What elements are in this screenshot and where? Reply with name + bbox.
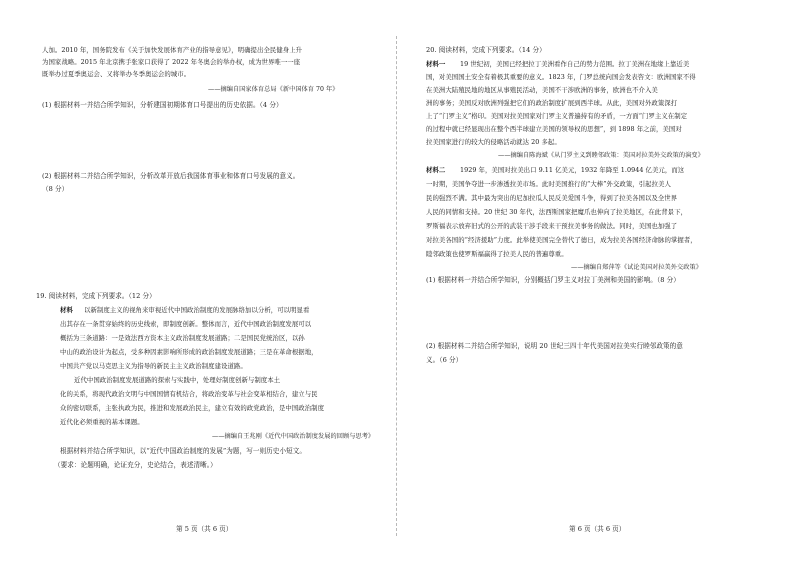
material-text: 以新制度主义的视角来审视近代中国政治制度的发展脉络加以分析，可以明显看 [84, 306, 310, 314]
material-text: 人民的同情和支持。20 世纪 30 年代，法西斯国家把魔爪也伸向了拉美地区，在此背景下， [426, 208, 688, 216]
question-2: (2) 根据材料二并结合所学知识，说明 20 世纪三四十年代美国对拉美实行睦邻政策的意 [426, 342, 683, 350]
material-text: 众的密切联系，主张执政为民，推进和发展政治民主，建立有效的政党政治，是中国政治制度 [60, 404, 325, 412]
material-text: 出其存在一条贯穿始终的历史线索，即制度创新。整体而言，近代中国政治制度发展可以 [60, 320, 312, 328]
right-page [397, 0, 794, 562]
question-1: (1) 根据材料一并结合所学知识，分别概括门罗主义对拉丁美洲和美国的影响。（8 分） [426, 276, 680, 284]
source-citation: ——摘编自王兆刚《近代中国政治制度发展的回顾与思考》 [212, 433, 375, 440]
source-citation: ——摘编自郑萍等《试论美国对拉美外交政策》 [571, 264, 702, 271]
material-text: 近代中国政治制度发展道路的探索与实践中，处理好制度创新与制度本土 [74, 376, 281, 384]
text-line: 既举办过夏季奥运会、又将举办冬季奥运会的城市。 [42, 70, 191, 78]
material-text: 上了“门罗主义”格印。美国对拉美国家对门罗主义普遍持有的矛盾，一方面“门罗主义在制定 [426, 112, 688, 120]
material-label: 材料 [60, 306, 73, 314]
question-20-heading: 20. 阅读材料，完成下列要求。（14 分） [426, 46, 546, 54]
material-text: 1929 年，美国对拉美出口 9.11 亿美元，1932 年降至 1.0944 亿美元，而这 [460, 166, 685, 174]
material-text: 拉美国家进行的较大的侵略活动就达 20 多起。 [426, 138, 561, 146]
question-2-score: 义。（6 分） [426, 356, 463, 364]
question-2-score: （8 分） [42, 185, 69, 193]
essay-requirements: （要求：论题明确，论证充分，史论结合，表述清晰。） [54, 461, 217, 469]
material-text: 在美洲大陆殖民地的地区从事殖民活动，美国不干涉欧洲的事务，欧洲也不介入美 [426, 86, 658, 94]
source-citation: ——摘编自国家体育总局《新中国体育 70 年》 [208, 86, 339, 93]
material-text: 中山的政治设计为起点，受多种因素影响所形成的政治制度发展道路；三是在革命根据地， [60, 348, 318, 356]
material-label: 材料一 [426, 60, 446, 68]
material-text: 化的关系，将现代政治文明与中国国情有机结合，将政治变革与社会变革相结合，建立与民 [60, 390, 318, 398]
material-text: 对拉美各国的“经济援助”力度。此举使美国完全替代了德日，成为拉美各国经济命脉的掌握者， [426, 236, 697, 244]
source-citation: ——摘编自陈海斌《从门罗主义到睦邻政策：美国对拉美外交政策的演变》 [498, 152, 704, 159]
text-line: 人加。2010 年，国务院发布《关于加快发展体育产业的指导意见》，明确提出全民健身上升 [42, 46, 303, 54]
page-number: 第 6 页（共 6 页） [569, 525, 626, 533]
question-1: (1) 根据材料一并结合所学知识，分析建国初期体育口号提出的历史依据。（4 分） [42, 101, 283, 109]
material-text: 洲的事务；美国反对欧洲列强把它们的政治制度扩展到西半球。从此，美国对外政策深打 [426, 99, 678, 107]
essay-task: 根据材料并结合所学知识，以“近代中国政治制度的发展”为题，写一则历史小短文。 [60, 447, 307, 455]
material-text: 民的强烈不满。其中最为突出的尼加拉瓜人民反美爱国斗争，得到了拉美各国以及全世界 [426, 194, 678, 202]
material-text: 国，对美国国土安全有着极其重要的意义。1823 年，门罗总统向国会发表咨文：欧洲国家不得 [426, 73, 696, 81]
material-text: 一时期，美国争夺进一步渗透拉美市场。此时美国推行的“大棒”外交政策，引起拉美人 [426, 180, 671, 188]
material-text: 近代化必须重视的基本课题。 [60, 418, 144, 426]
material-text: 概括为三条道路：一是效法西方资本主义政治制度发展道路；二是国民党统治区，以孙 [60, 334, 305, 342]
material-text: 睦邻政策也使罗斯福赢得了拉美人民的普遍尊重。 [426, 250, 568, 258]
material-text: 的过程中就已经显现出在整个西半球建立美国的领导权的思想”，到 1898 年之前，美国对 [426, 125, 682, 133]
material-text: 罗斯福表示放弃旧式的公开的武装干涉手段来干预拉美事务的做法。同时，美国也加强了 [426, 222, 678, 230]
question-2: (2) 根据材料二并结合所学知识，分析改革开放后我国体育事业和体育口号发展的意义。 [42, 172, 300, 180]
material-label: 材料二 [426, 166, 446, 174]
question-19-heading: 19. 阅读材料，完成下列要求。（12 分） [36, 292, 156, 300]
material-text: 中国共产党以马克思主义为指导的新民主主义政治制度建设道路。 [60, 362, 247, 370]
text-line: 为国家战略。2015 年北京携手张家口获得了 2022 年冬奥会的举办权，成为世界唯一一座 [42, 58, 301, 66]
material-text: 19 世纪初，美国已经把拉丁美洲看作自己的势力范围。拉丁美洲在地缘上靠近美 [460, 60, 690, 68]
page-number: 第 5 页（共 6 页） [176, 525, 233, 533]
